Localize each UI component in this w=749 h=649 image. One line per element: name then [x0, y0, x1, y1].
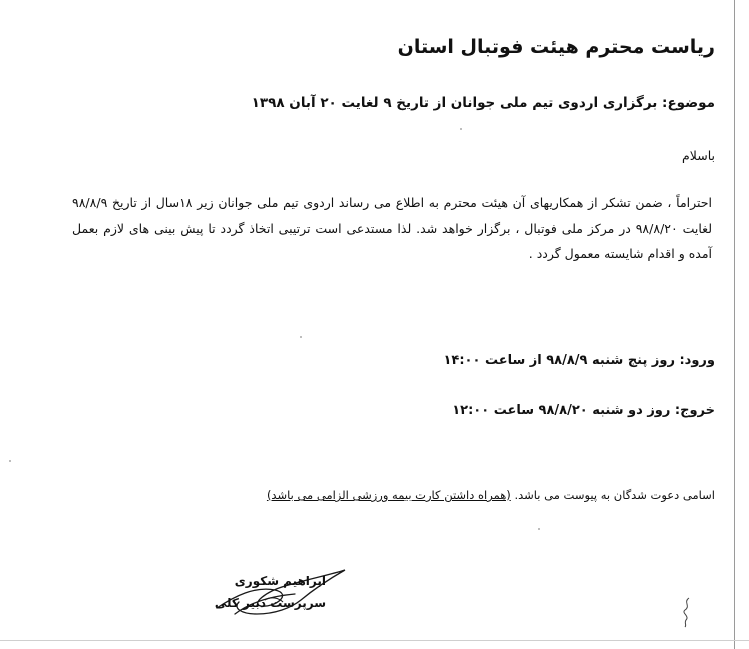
letter-greeting: باسلام [682, 148, 715, 163]
note-prefix: اسامی دعوت شدگان به پیوست می باشد. [514, 488, 715, 502]
margin-mark [680, 596, 694, 628]
letter-body: احتراماً ، ضمن تشکر از همکاریهای آن هیئت محترم به اطلاع می رساند اردوی تیم ملی جوانان زیر ۱۸سال از تاریخ ۹۸/۸/۹ لغایت ۹۸/۸/۲۰ در مرکز ملی فوتبال ، برگزار خواهد شد. لذا مستدعی است ترتیبی اتخاذ گردد تا پیش بینی های لازم بعمل آمده و اقدام شایسته معمول گردد . [72, 195, 713, 261]
page-edge-bottom [0, 640, 749, 641]
letter-title: ریاست محترم هیئت فوتبال استان [397, 36, 715, 58]
attachment-note [60, 488, 715, 502]
departure-line: خروج: روز دو شنبه ۹۸/۸/۲۰ ساعت ۱۲:۰۰ [452, 403, 715, 418]
speck [300, 336, 302, 338]
page-edge-right [734, 0, 735, 649]
arrival-line: ورود: روز پنج شنبه ۹۸/۸/۹ از ساعت ۱۴:۰۰ [443, 353, 715, 368]
letter-subject: موضوع: برگزاری اردوی تیم ملی جوانان از تاریخ ۹ لغایت ۲۰ آبان ۱۳۹۸ [251, 95, 715, 111]
speck [460, 128, 462, 130]
speck [538, 528, 540, 530]
speck [9, 460, 11, 462]
note-insurance: (همراه داشتن کارت بیمه ورزشی الزامی می باشد) [266, 488, 511, 502]
signer-block [196, 570, 326, 614]
signer-name: ابراهیم شکوری [234, 574, 326, 588]
signer-title: سرپرست دبیر کلی [214, 596, 326, 610]
